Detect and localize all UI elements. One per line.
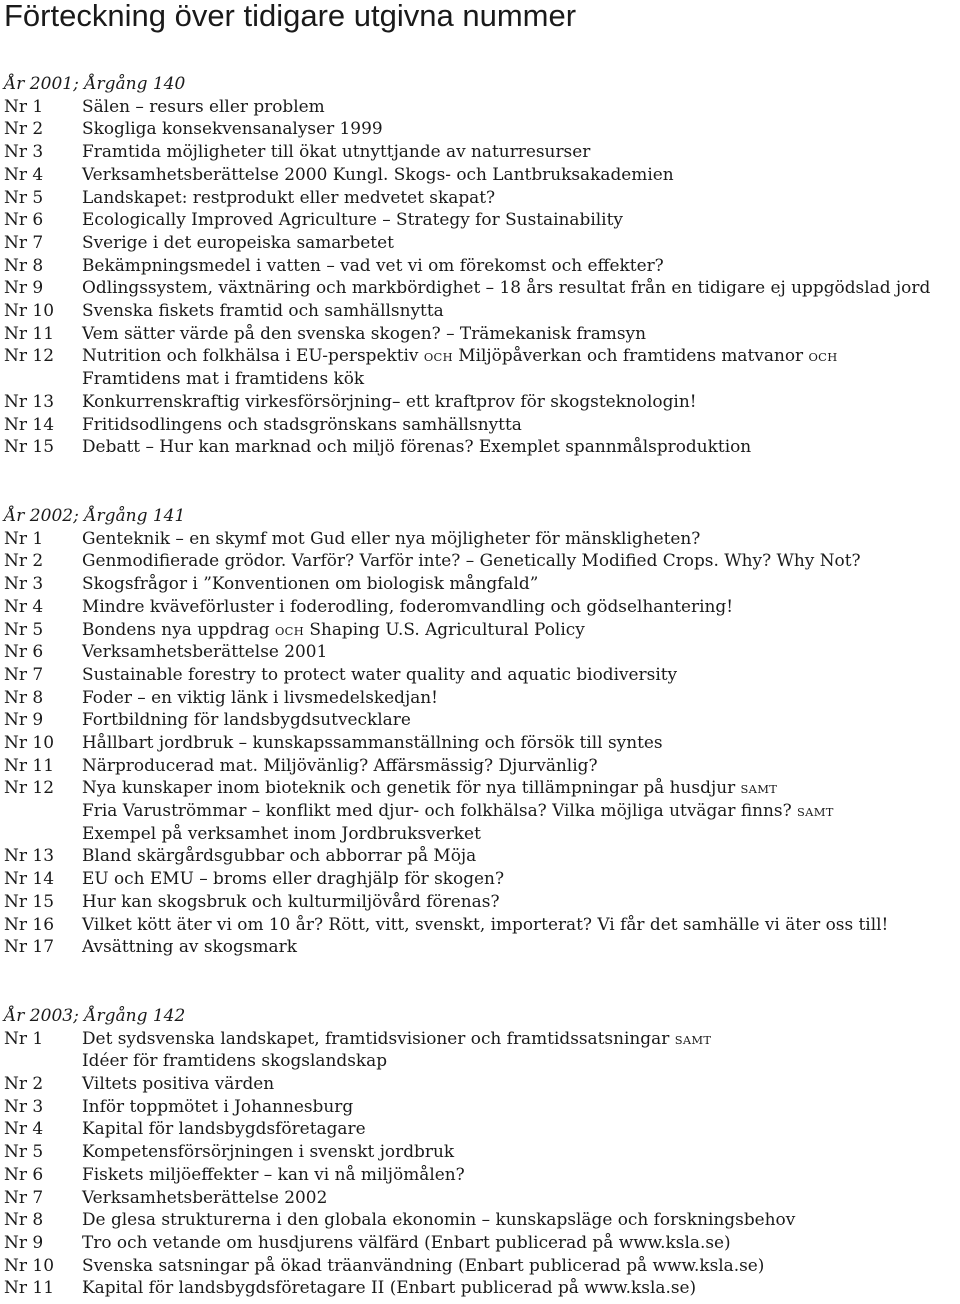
list-item — [4, 573, 960, 596]
issue-title — [82, 414, 960, 437]
list-item — [4, 845, 960, 868]
title-text: Det sydsvenska landskapet, framtidsvisioner och framtidssatsningar — [82, 1028, 675, 1049]
issue-number: Nr 11 — [4, 323, 55, 344]
issue-number: Nr 1 — [4, 1028, 44, 1049]
issue-title — [82, 232, 960, 255]
list-item — [4, 345, 960, 390]
issue-number: Nr 4 — [4, 164, 44, 185]
list-item — [4, 1277, 960, 1300]
issue-title — [82, 209, 960, 232]
list-item — [4, 619, 960, 642]
issue-title-line: Ecologically Improved Agriculture – Strategy for Sustainability — [82, 210, 623, 231]
issue-number: Nr 14 — [4, 414, 55, 435]
list-item — [4, 528, 960, 551]
issue-number: Nr 15 — [4, 437, 55, 458]
small-caps-conjunction: OCH — [274, 623, 304, 638]
issue-title-line: Idéer för framtidens skogslandskap — [82, 1051, 388, 1072]
issue-number: Nr 12 — [4, 346, 55, 367]
issue-number: Nr 4 — [4, 596, 44, 617]
issue-title — [82, 164, 960, 187]
list-item — [4, 664, 960, 687]
issue-title — [82, 187, 960, 210]
issue-number: Nr 6 — [4, 642, 44, 663]
issue-number: Nr 5 — [4, 1142, 44, 1163]
issue-number: Nr 3 — [4, 142, 44, 163]
issue-number: Nr 6 — [4, 1164, 44, 1185]
issue-title-line — [82, 1028, 956, 1051]
issue-number: Nr 10 — [4, 301, 55, 322]
issue-title — [82, 777, 960, 845]
issue-number: Nr 13 — [4, 391, 55, 412]
issue-title — [82, 732, 960, 755]
issue-number: Nr 8 — [4, 1210, 44, 1231]
issue-title — [82, 277, 960, 300]
issue-number: Nr 10 — [4, 733, 55, 754]
issue-title-line: De glesa strukturerna i den globala ekonomin – kunskapsläge och forskningsbehov — [82, 1210, 796, 1231]
title-text: Nya kunskaper inom bioteknik och genetik för nya tillämpningar på husdjur — [82, 778, 741, 799]
issue-title — [82, 687, 960, 710]
issue-title-line: Sälen – resurs eller problem — [82, 96, 325, 117]
issue-title — [82, 845, 960, 868]
issue-title-line: Tro och vetande om husdjurens välfärd (Enbart publicerad på www.ksla.se) — [82, 1232, 731, 1253]
list-item — [4, 1164, 960, 1187]
issue-title-line: Foder – en viktig länk i livsmedelskedjan! — [82, 687, 438, 708]
list-item — [4, 1232, 960, 1255]
issue-title-line: Verksamhetsberättelse 2000 Kungl. Skogs- och Lantbruksakademien — [82, 164, 674, 185]
issue-title — [82, 619, 960, 642]
issue-title — [82, 1073, 960, 1096]
issue-title-line: Exempel på verksamhet inom Jordbruksverket — [82, 823, 481, 844]
issue-number: Nr 10 — [4, 1255, 55, 1276]
list-item — [4, 1255, 960, 1278]
issue-number: Nr 17 — [4, 937, 55, 958]
issue-title — [82, 345, 960, 390]
issue-number: Nr 9 — [4, 1232, 44, 1253]
issue-title — [82, 323, 960, 346]
issue-title-line: Fiskets miljöeffekter – kan vi nå miljömålen? — [82, 1164, 465, 1185]
issue-title — [82, 664, 960, 687]
issue-title-line: Vem sätter värde på den svenska skogen? – Trämekanisk framsyn — [82, 323, 646, 344]
list-item — [4, 1028, 960, 1073]
issue-number: Nr 4 — [4, 1119, 44, 1140]
list-item — [4, 187, 960, 210]
issue-title — [82, 573, 960, 596]
list-item — [4, 1187, 960, 1210]
issue-number: Nr 7 — [4, 664, 44, 685]
issue-title — [82, 1028, 960, 1073]
issue-title-line: Bland skärgårdsgubbar och abborrar på Möja — [82, 846, 477, 867]
issue-title — [82, 1118, 960, 1141]
issue-title — [82, 936, 960, 959]
issue-title — [82, 709, 960, 732]
issue-title-line: Viltets positiva värden — [82, 1074, 275, 1095]
list-item — [4, 1118, 960, 1141]
issue-number: Nr 7 — [4, 232, 44, 253]
year-heading: År 2003; Årgång 142 — [4, 1006, 186, 1026]
list-item — [4, 914, 960, 937]
issue-title-line: Fortbildning för landsbygdsutvecklare — [82, 710, 411, 731]
list-item — [4, 891, 960, 914]
issue-title-line: Genteknik – en skymf mot Gud eller nya möjligheter för mänskligheten? — [82, 528, 701, 549]
issue-title — [82, 1141, 960, 1164]
list-item — [4, 777, 960, 845]
issue-title-line: Kompetensförsörjningen i svenskt jordbruk — [82, 1142, 455, 1163]
issue-number: Nr 5 — [4, 187, 44, 208]
issue-title-line: Kapital för landsbygdsföretagare — [82, 1119, 366, 1140]
list-item — [4, 391, 960, 414]
list-item — [4, 209, 960, 232]
list-item — [4, 323, 960, 346]
issue-number: Nr 3 — [4, 1096, 44, 1117]
issue-title — [82, 436, 960, 459]
issue-title — [82, 141, 960, 164]
issue-number: Nr 1 — [4, 96, 44, 117]
list-item — [4, 96, 960, 119]
issue-number: Nr 1 — [4, 528, 44, 549]
list-item — [4, 300, 960, 323]
issue-number: Nr 3 — [4, 574, 44, 595]
issue-title-line: Landskapet: restprodukt eller medvetet skapat? — [82, 187, 496, 208]
title-text: Miljöpåverkan och framtidens matvanor — [452, 346, 809, 367]
issue-title-line: Konkurrenskraftig virkesförsörjning– ett kraftprov för skogsteknologin! — [82, 391, 697, 412]
list-item — [4, 436, 960, 459]
issue-title-line: Skogliga konsekvensanalyser 1999 — [82, 119, 383, 140]
small-caps-conjunction: SAMT — [674, 1032, 712, 1047]
issue-title-line — [82, 345, 956, 368]
issue-title — [82, 755, 960, 778]
issue-number: Nr 6 — [4, 210, 44, 231]
issue-number: Nr 9 — [4, 710, 44, 731]
issue-title — [82, 868, 960, 891]
list-item — [4, 732, 960, 755]
list-item — [4, 868, 960, 891]
year-section-2002 — [4, 505, 960, 959]
list-item — [4, 414, 960, 437]
small-caps-conjunction: SAMT — [797, 805, 834, 820]
issue-number: Nr 12 — [4, 778, 55, 799]
issue-title — [82, 1209, 960, 1232]
issue-title-line: Framtidens mat i framtidens kök — [82, 369, 365, 390]
issue-title-line: Framtida möjligheter till ökat utnyttjande av naturresurser — [82, 142, 591, 163]
issue-title-line: Debatt – Hur kan marknad och miljö förenas? Exemplet spannmålsproduktion — [82, 437, 752, 458]
issue-number: Nr 8 — [4, 687, 44, 708]
year-section-2001 — [4, 73, 960, 459]
year-heading: År 2001; Årgång 140 — [4, 74, 186, 94]
issue-title-line — [82, 800, 956, 823]
issue-title — [82, 1232, 960, 1255]
list-item — [4, 709, 960, 732]
issue-title-line: Genmodifierade grödor. Varför? Varför inte? – Genetically Modified Crops. Why? Why Not? — [82, 551, 861, 572]
issue-number: Nr 2 — [4, 551, 44, 572]
title-text: Shaping U.S. Agricultural Policy — [303, 619, 585, 640]
list-item — [4, 1141, 960, 1164]
issue-title — [82, 118, 960, 141]
list-item — [4, 1073, 960, 1096]
issue-title — [82, 596, 960, 619]
issue-title — [82, 528, 960, 551]
list-item — [4, 277, 960, 300]
issue-number: Nr 13 — [4, 846, 55, 867]
issue-title-line: Skogsfrågor i ”Konventionen om biologisk mångfald” — [82, 574, 539, 595]
issue-title-line: Svenska fiskets framtid och samhällsnytta — [82, 301, 444, 322]
list-item — [4, 255, 960, 278]
list-item — [4, 232, 960, 255]
issue-number: Nr 11 — [4, 755, 55, 776]
issue-title — [82, 1164, 960, 1187]
list-item — [4, 596, 960, 619]
title-text: Fria Varuströmmar – konflikt med djur- och folkhälsa? Vilka möjliga utvägar finns? — [82, 801, 798, 822]
list-item — [4, 641, 960, 664]
issue-title — [82, 1277, 960, 1300]
list-item — [4, 550, 960, 573]
issue-title-line: Bekämpningsmedel i vatten – vad vet vi om förekomst och effekter? — [82, 255, 664, 276]
issue-number: Nr 16 — [4, 914, 55, 935]
issue-title-line: Fritidsodlingens och stadsgrönskans samhällsnytta — [82, 414, 522, 435]
issue-title-line: Närproducerad mat. Miljövänlig? Affärsmässig? Djurvänlig? — [82, 755, 598, 776]
list-item — [4, 687, 960, 710]
issue-title-line: Verksamhetsberättelse 2002 — [82, 1187, 328, 1208]
issue-title — [82, 1255, 960, 1278]
issue-number: Nr 8 — [4, 255, 44, 276]
small-caps-conjunction: OCH — [808, 350, 838, 365]
issue-title-line — [82, 777, 956, 800]
issue-title-line: Hur kan skogsbruk och kulturmiljövård förenas? — [82, 891, 500, 912]
issue-number: Nr 5 — [4, 619, 44, 640]
issue-title — [82, 391, 960, 414]
list-item — [4, 1209, 960, 1232]
issue-title — [82, 891, 960, 914]
issue-number: Nr 11 — [4, 1278, 55, 1299]
year-heading: År 2002; Årgång 141 — [4, 506, 186, 526]
small-caps-conjunction: SAMT — [740, 782, 778, 797]
list-item — [4, 164, 960, 187]
issue-title-line: Verksamhetsberättelse 2001 — [82, 642, 328, 663]
issue-number: Nr 14 — [4, 869, 55, 890]
issue-title — [82, 300, 960, 323]
issue-number: Nr 7 — [4, 1187, 44, 1208]
issue-title-line: Avsättning av skogsmark — [82, 937, 297, 958]
list-item — [4, 141, 960, 164]
issue-number: Nr 2 — [4, 1074, 44, 1095]
issue-title — [82, 1187, 960, 1210]
issue-number: Nr 15 — [4, 891, 55, 912]
issue-title — [82, 641, 960, 664]
issue-title-line: Inför toppmötet i Johannesburg — [82, 1096, 354, 1117]
issue-number: Nr 2 — [4, 119, 44, 140]
issue-number: Nr 9 — [4, 278, 44, 299]
issue-title-line: Mindre kväveförluster i foderodling, foderomvandling och gödselhantering! — [82, 596, 734, 617]
issue-title — [82, 255, 960, 278]
issue-title-line: Vilket kött äter vi om 10 år? Rött, vitt, svenskt, importerat? Vi får det samhälle vi äter oss till! — [82, 914, 889, 935]
issue-title — [82, 96, 960, 119]
list-item — [4, 755, 960, 778]
issue-title-line: EU och EMU – broms eller draghjälp för skogen? — [82, 869, 505, 890]
title-text: Nutrition och folkhälsa i EU-perspektiv — [82, 346, 424, 367]
issue-title — [82, 550, 960, 573]
year-section-2003 — [4, 1005, 960, 1300]
issue-title — [82, 914, 960, 937]
small-caps-conjunction: OCH — [423, 350, 453, 365]
issue-title-line: Sustainable forestry to protect water quality and aquatic biodiversity — [82, 664, 678, 685]
list-item — [4, 936, 960, 959]
issue-title-line: Sverige i det europeiska samarbetet — [82, 232, 394, 253]
issue-title-line — [82, 619, 956, 642]
title-text: Bondens nya uppdrag — [82, 619, 275, 640]
issue-title-line: Hållbart jordbruk – kunskapssammanställning och försök till syntes — [82, 733, 663, 754]
list-item — [4, 1096, 960, 1119]
page-title: Förteckning över tidigare utgivna nummer — [4, 0, 577, 33]
issue-title-line: Svenska satsningar på ökad träanvändning (Enbart publicerad på www.ksla.se) — [82, 1255, 765, 1276]
issue-title — [82, 1096, 960, 1119]
list-item — [4, 118, 960, 141]
issue-title-line: Odlingssystem, växtnäring och markbördighet – 18 års resultat från en tidigare ej uppgödslad jord — [82, 278, 931, 299]
issue-title-line: Kapital för landsbygdsföretagare II (Enbart publicerad på www.ksla.se) — [82, 1278, 697, 1299]
